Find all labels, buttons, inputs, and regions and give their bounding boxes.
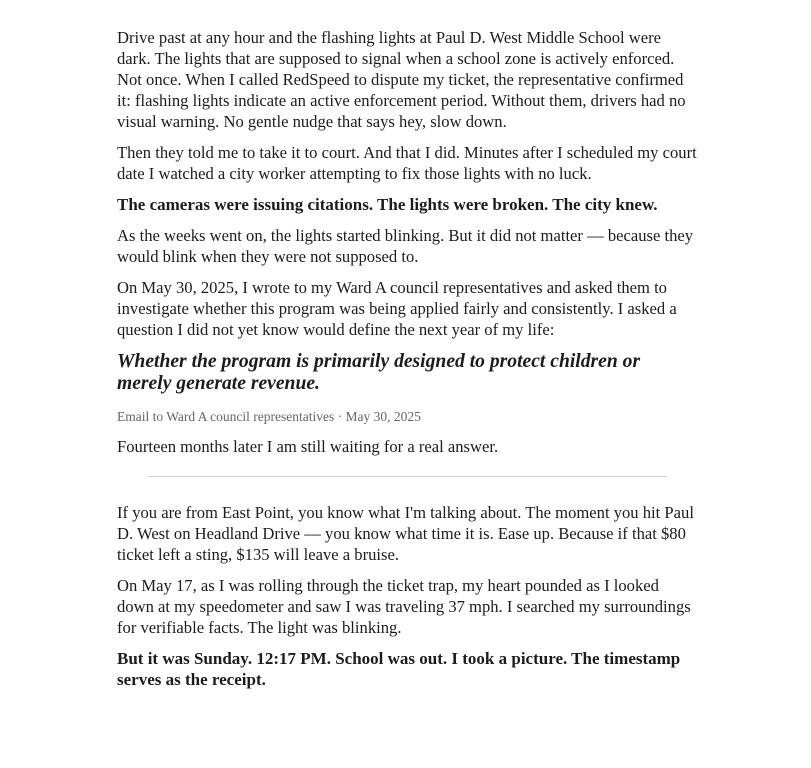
paragraph-flashing-lights: Drive past at any hour and the flashing lights at Paul D. West Middle School were dark. The lights that are supposed to signal when a school zone is actively enforced. Not once. When I called RedSpeed to dispute my ticket, the representative confirmed it: flashing lights indicate an active enforcement period. Without them, drivers had no visual warning. No gentle nudge that says hey, slow down. — [117, 28, 686, 131]
paragraph-may-17: On May 17, as I was rolling through the ticket trap, my heart pounded as I looked down at my speedometer and saw I was traveling 37 mph. I searched my surroundings for verifiable facts. The light was blinking. — [117, 576, 691, 637]
pullquote-caption: Email to Ward A council representatives · May 30, 2025 — [117, 409, 421, 424]
article-body — [117, 27, 697, 690]
paragraph-court: Then they told me to take it to court. And that I did. Minutes after I scheduled my court date I watched a city worker attempting to fix those lights with no luck. — [117, 143, 697, 183]
bold-statement-city-knew: The cameras were issuing citations. The lights were broken. The city knew. — [117, 195, 658, 214]
section-divider — [148, 476, 667, 477]
paragraph-lights-blinking: As the weeks went on, the lights started blinking. But it did not matter — because they would blink when they were not supposed to. — [117, 226, 694, 266]
paragraph-fourteen-months: Fourteen months later I am still waiting for a real answer. — [117, 437, 499, 456]
pullquote: Whether the program is primarily designed to protect children or merely generate revenue. — [117, 351, 641, 394]
bold-statement-sunday: But it was Sunday. 12:17 PM. School was out. I took a picture. The timestamp serves as the receipt. — [117, 649, 681, 689]
paragraph-east-point: If you are from East Point, you know what I'm talking about. The moment you hit Paul D. West on Headland Drive — you know what time it is. Ease up. Because if that $80 ticket left a sting, $135 will leave a bruise. — [117, 503, 694, 564]
paragraph-ward-a-letter: On May 30, 2025, I wrote to my Ward A council representatives and asked them to investigate whether this program was being applied fairly and consistently. I asked a question I did not yet know would define the next year of my life: — [117, 278, 677, 339]
